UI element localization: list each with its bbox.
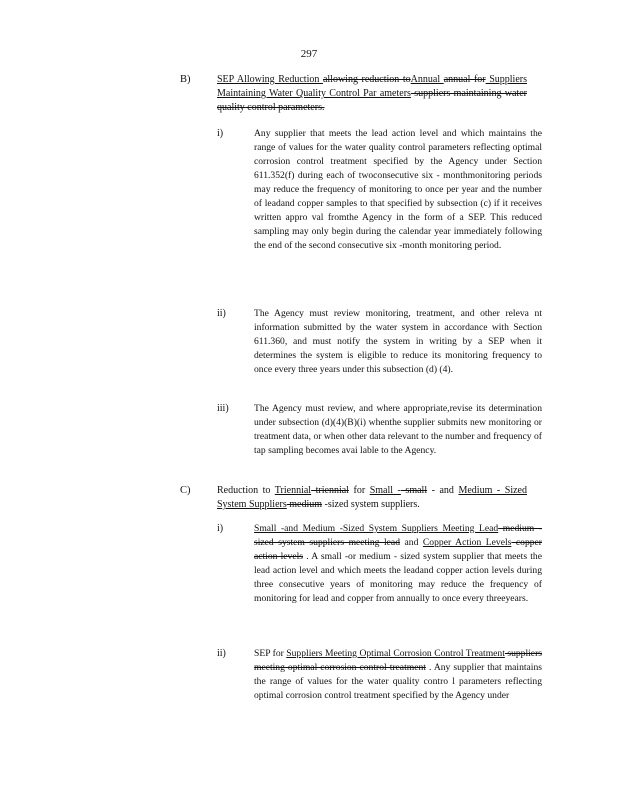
item-part: . Any supplier that maintains the range of values for the water quality contro l parameters reflecting optimal corrosion control treatment specified by the Agency under: [254, 662, 542, 701]
section-c-label: C): [180, 485, 191, 496]
section-b-item-iii-text: The Agency must review, and where appropriate,revise its determination under subsection (d)(4)(B)(i) whenthe supplier submits new monitoring or treatment data, or when other data relevant to the number and frequency of tap sampling becomes avai lable to the Agency.: [254, 403, 542, 456]
item-part: SEP for: [254, 648, 287, 659]
heading-part: Triennial: [274, 485, 312, 496]
heading-part: small: [400, 485, 428, 496]
heading-part: Suppliers Maintaining Water Quality Control Par ameters: [217, 74, 527, 99]
heading-part: allowing reduction to: [322, 74, 411, 85]
section-b-item-ii-text: The Agency must review monitoring, treatment, and other releva nt information submitted by the water system in accordance with Section 611.360, and must notify the system in writing by a SEP when it determines the system is eligible to reduce its monitoring frequency to once every three years under this subsection (d) (4).: [254, 308, 542, 375]
heading-part: medium: [286, 499, 323, 510]
heading-part: triennial: [311, 485, 349, 496]
page-number: 297: [300, 48, 318, 60]
heading-part: Medium - Sized System Suppliers: [217, 485, 527, 510]
heading-part: Small -: [369, 485, 401, 496]
heading-part: for: [348, 485, 370, 496]
heading-part: Annual: [410, 74, 444, 85]
section-c-item-i-text: [254, 522, 542, 606]
heading-part: - and: [427, 485, 459, 496]
heading-part: annual for: [443, 74, 486, 85]
item-part: copper action levels: [254, 537, 542, 562]
heading-part: SEP Allowing Reduction: [217, 74, 323, 85]
item-part: and: [400, 537, 423, 548]
item-part: medium -sized system suppliers meeting lead: [254, 523, 542, 548]
section-b-item-i-text: Any supplier that meets the lead action level and which maintains the range of values for the water quality control parameters reflecting optimal corrosion control treatment specified by the Agency under Section 611.352(f) during each of twoconsecutive six - monthmonitoring periods may reduce the frequency of monitoring to once per year and the number of leadand copper samples to that specified by subsection (c) if it receives written appro val fromthe Agency in the form of a SEP. This reduced sampling may only begin during the calendar year immediately following the end of the second consecutive six -month monitoring period.: [254, 128, 542, 251]
section-b-heading: [217, 73, 527, 115]
item-part: . A small -or medium - sized system supplier that meets the lead action level and which meets the leadand copper action levels during three consecutive years of monitoring may reduce the frequency of monitoring for lead and copper from annually to once every threeyears.: [254, 551, 542, 604]
heading-part: -sized system suppliers.: [322, 499, 420, 510]
section-c-heading: [217, 484, 527, 512]
item-part: Suppliers Meeting Optimal Corrosion Control Treatment: [286, 648, 505, 659]
heading-part: suppliers maintaining water quality control parameters.: [217, 88, 527, 113]
section-b-label: B): [180, 74, 191, 85]
section-c-item-i-label: i): [217, 523, 224, 534]
section-b-item-i-label: i): [217, 128, 224, 139]
section-b-item-iii-label: iii): [217, 403, 229, 414]
section-b-item-ii-label: ii): [217, 308, 226, 319]
section-c-item-ii-label: ii): [217, 648, 226, 659]
item-part: Small -and Medium -Sized System Suppliers Meeting Lead: [254, 523, 499, 534]
heading-part: Reduction to: [217, 485, 275, 496]
item-part: Copper Action Levels: [422, 537, 512, 548]
section-c-item-ii-text: [254, 647, 542, 703]
item-part: suppliers meeting optimal corrosion control treatment: [254, 648, 542, 673]
